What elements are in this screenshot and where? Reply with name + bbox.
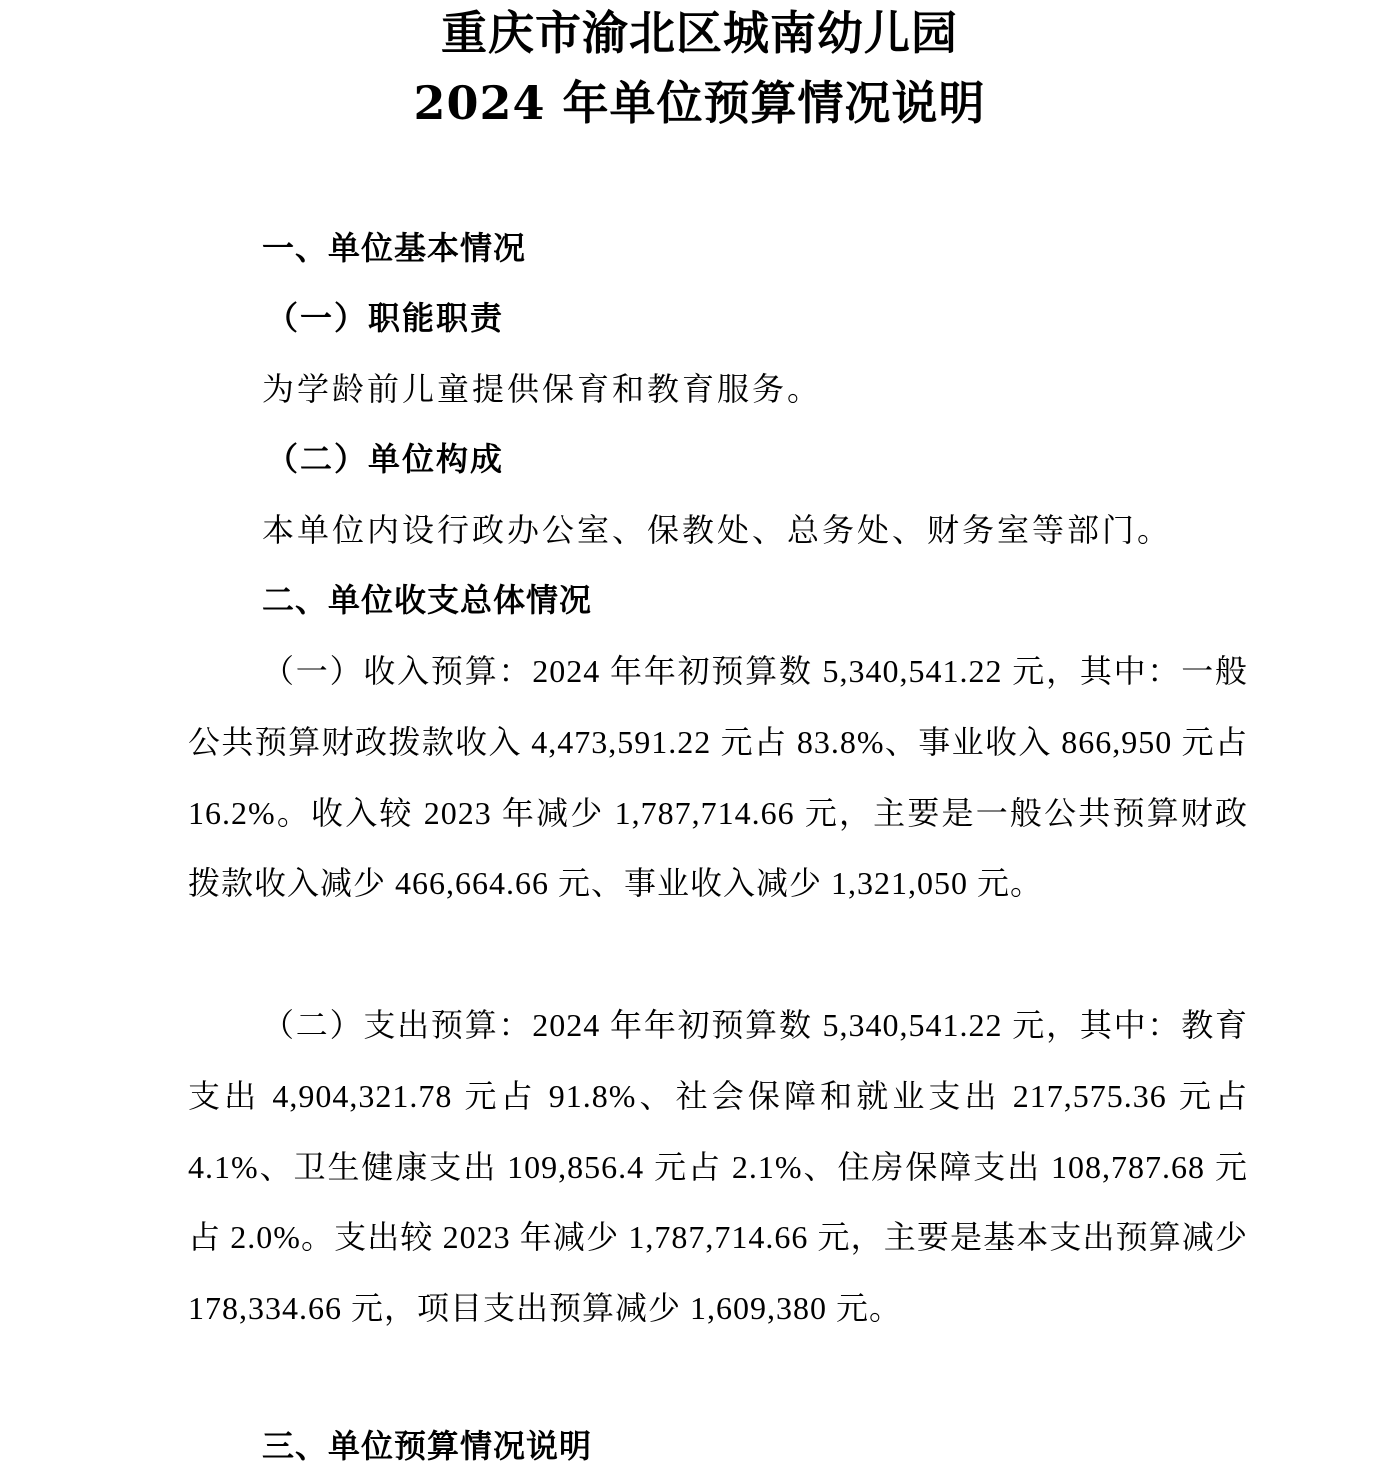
subheading-functions: （一）职能职责 xyxy=(266,299,505,337)
document-title-line-1: 重庆市渝北区城南幼儿园 xyxy=(441,6,958,60)
section-heading-overall-budget: 二、单位收支总体情况 xyxy=(262,581,593,619)
paragraph-income-budget: （一）收入预算：2024 年年初预算数 5,340,541.22 元，其中：一般公共预算财政拨款收入 4,473,591.22 元占 83.8%、事业收入 866,950 元占 16.2%。收入较 2023 年减少 1,787,714.66 元，主要是一般公共预算财政拨款收入减少 466,664.66 元、事业收入减少 1,321,050 元。 xyxy=(188,653,1248,902)
document-title-line-2: 2024 年单位预算情况说明 xyxy=(413,76,986,130)
paragraph-composition: 本单位内设行政办公室、保教处、总务处、财务室等部门。 xyxy=(262,511,1173,549)
section-heading-budget-explanation: 三、单位预算情况说明 xyxy=(262,1427,593,1465)
paragraph-functions: 为学龄前儿童提供保育和教育服务。 xyxy=(262,370,823,408)
subheading-composition: （二）单位构成 xyxy=(266,440,505,478)
paragraph-expense-budget: （二）支出预算：2024 年年初预算数 5,340,541.22 元，其中：教育支出 4,904,321.78 元占 91.8%、社会保障和就业支出 217,575.36 元占 4.1%、卫生健康支出 109,856.4 元占 2.1%、住房保障支出 108,787.68 元占 2.0%。支出较 2023 年减少 1,787,714.66 元，主要是基本支出预算减少 178,334.66 元，项目支出预算减少 1,609,380 元。 xyxy=(188,1007,1248,1327)
section-heading-basic-info: 一、单位基本情况 xyxy=(262,229,527,267)
